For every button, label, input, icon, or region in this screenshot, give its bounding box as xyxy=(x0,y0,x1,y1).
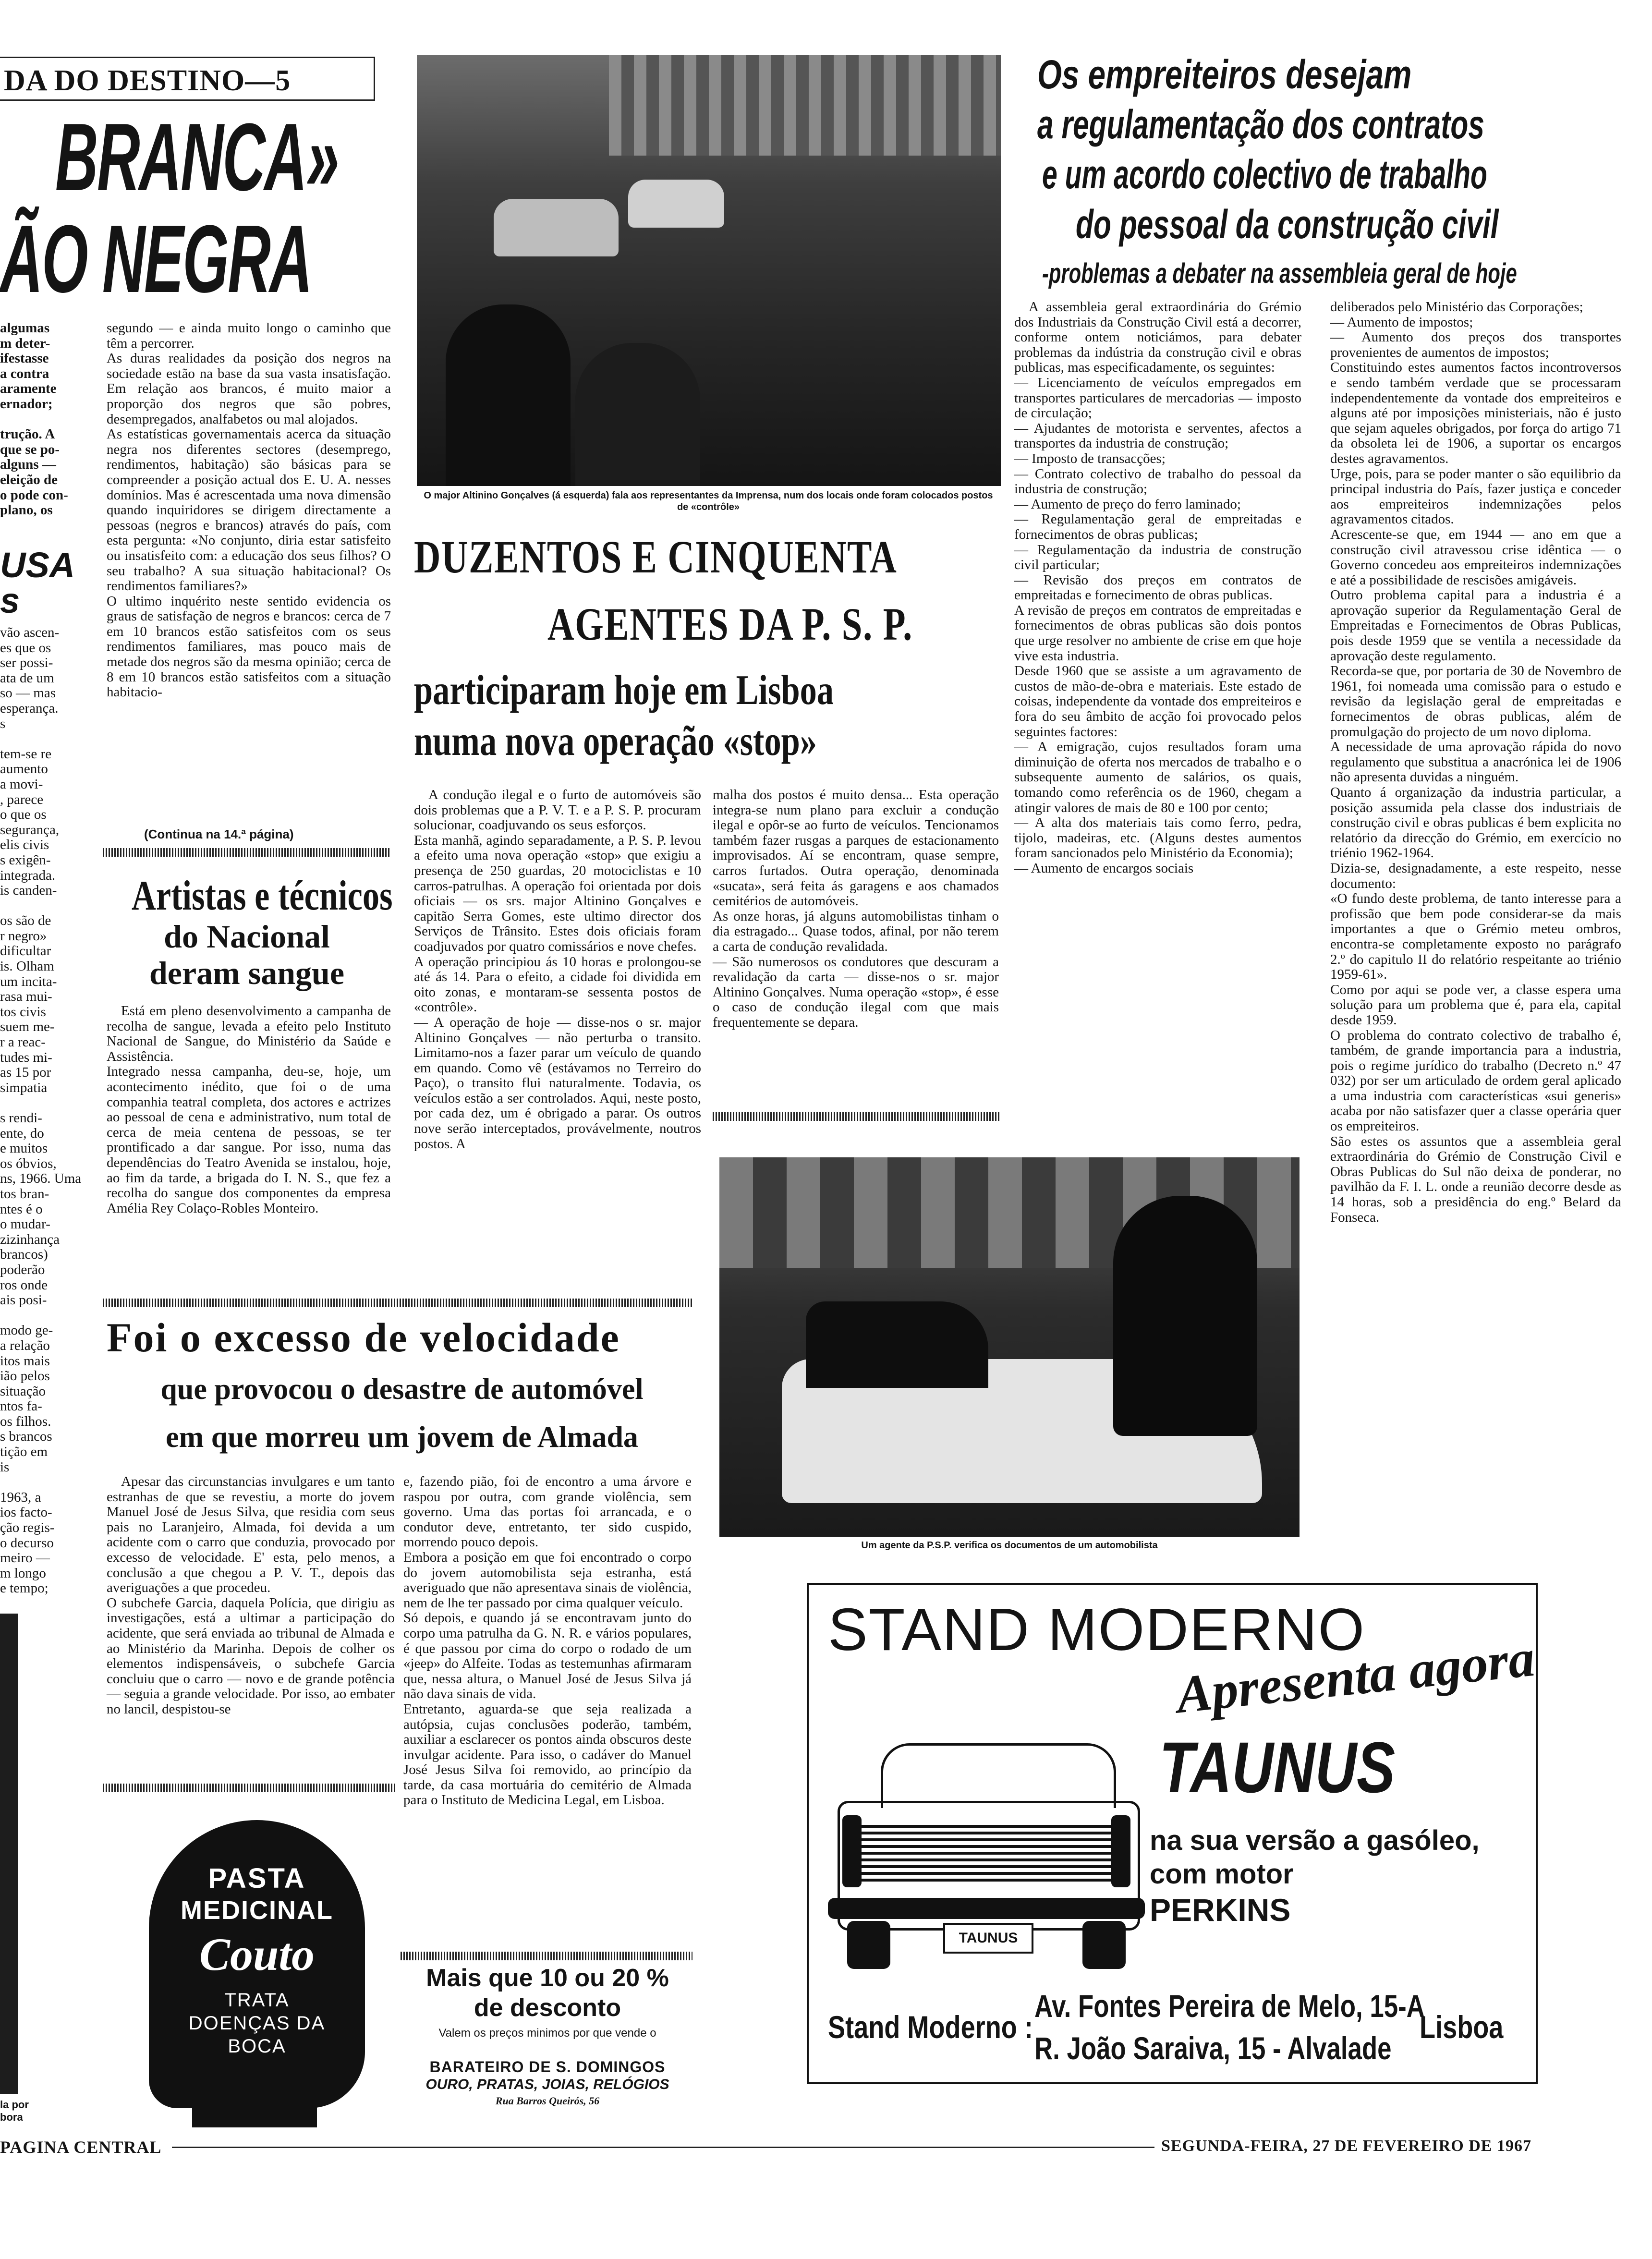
psp-photo-building xyxy=(609,55,1001,156)
stand-city: Lisboa xyxy=(1420,2009,1504,2045)
pasta-neck xyxy=(192,2070,317,2127)
barateiro-ad xyxy=(401,1964,694,2108)
left-strip-col-b: vão ascen- es que os ser possi- ata de um so — mas esperança. s tem-se re aumento a movi- , parece o que os segurança, elis civis s exigên- integrada. is canden- os são de r negro» dificultar is. Olham um incita- rasa mui- tos civis suem me- r a reac- tudes mi- as 15 por simpatia s rendi- ente, do e muitos os óbvios, ns, 1966. Uma tos bran- ntes é o o mudar- zizinhança brancos) poderão ros onde ais posi- modo ge- a relação itos mais ião pelos situação ntos fa- os filhos. s brancos tição em is 1963, a ios facto- ção regis- o decurso meiro — m longo e tempo; xyxy=(0,625,82,1596)
artistas-headline-3: deram sangue xyxy=(149,955,345,991)
pasta-brand-logo: Couto xyxy=(199,1929,315,1980)
psp-headline-3: participaram hoje em Lisboa xyxy=(414,667,834,714)
destino-column: segundo — e ainda muito longo o caminho que têm a percorrer. As duras realidades da posição dos negros na sociedade estão na base da sua vasta insatisfação. Em relação aos brancos, é muito maior a proporção dos negros que são pobres, desempregados, analfabetos ou mal alojados. As estatísticas governamentais acerca da situação negra nos diferentes sectores (desemprego, rendimentos, habitação) são básicas para se compreender a posição actual dos E. U. A. nesses domínios. Mas é acrescentada uma nova dimensão quando inquiridores se dirigem directamente a pessoas (negros e brancos) através do país, com esta pergunta: «No conjunto, diria estar satisfeito ou insatisfeito com: a educação dos seus filhos? O seu trabalho? A sua situação habitacional? Os rendimentos familiares?» O ultimo inquérito neste sentido evidencia os graus de satisfação de negros e brancos: cerca de 7 em 10 brancos estão satisfeitos com os seus rendimentos familiares, mas pouco mais de metade dos negros são da mesma opinião; cerca de 8 em 10 brancos estão satisfeitos com a situação habitacio- xyxy=(107,320,391,700)
pasta-line-6: BOCA xyxy=(228,2036,286,2057)
stand-line-2: com motor xyxy=(1150,1858,1294,1890)
left-photo-caption: la por bora xyxy=(0,2099,29,2123)
stand-name: Stand Moderno : xyxy=(828,2009,1033,2045)
car-wheel-right xyxy=(1082,1921,1126,1969)
footer-date: SEGUNDA-FEIRA, 27 DE FEVEREIRO DE 1967 xyxy=(1161,2137,1531,2155)
left-strip-col-a: algumas m deter- ifestasse a contra aramente ernador; trução. A que se po- alguns — eleição de o pode con- plano, os xyxy=(0,320,68,518)
pasta-line-2: MEDICINAL xyxy=(181,1896,333,1925)
empreiteiros-headline-4: do pessoal da construção civil xyxy=(1076,202,1499,247)
left-subhead: USA s xyxy=(0,545,75,620)
velocidade-col-2: e, fazendo pião, foi de encontro a uma árvore e raspou por outra, com grande violência, sem governo. Uma das portas foi arrancada, e o condutor deve, entretanto, ter sido cuspido, morrendo pouco depois. Embora a posição em que foi encontrado o corpo do jovem automobilista seja estranha, está averiguado que não apresentava sinais de violência, nem de lhe ter passado por cima qualquer veículo. Só depois, e quando já se encontravam junto do corpo uma patrulha da G. N. R. e vários populares, é que passou por cima do corpo o rodado de um «jeep» do Alfeite. Todas as testemunhas afirmaram que, nessa altura, o Manuel José de Jesus Silva já não dava sinais de vida. Entretanto, aguarda-se que seja realizada a autópsia, cujas conclusões poderão, também, auxiliar a esclarecer os pontos ainda obscuros deste invulgar acidente. Para isso, o cadáver do Manuel José Jesus Silva foi removido, ao princípio da tarde, da casa mortuária do cemitério de Almada para o Instituto de Medicina Legal, em Lisboa. xyxy=(403,1474,692,1808)
left-headline-1: BRANCA» xyxy=(55,104,338,211)
stand-model: TAUNUS xyxy=(1159,1727,1396,1808)
car-wheel-left xyxy=(847,1921,890,1969)
psp-photo-caption: O major Altinino Gonçalves (á esquerda) fala aos representantes da Imprensa, num dos locais onde foram colocados postos de «contrôle» xyxy=(424,490,993,512)
barateiro-headline-1: Mais que 10 ou 20 % xyxy=(426,1964,669,1992)
velocidade-headline-3: em que morreu um jovem de Almada xyxy=(166,1421,638,1454)
empreiteiros-col-1: A assembleia geral extraordinária do Grémio dos Industriais da Construção Civil está a decorrer, conforme ontem noticiámos, para debater problemas da indústria da construção civil e obras publicas, mas especificadamente, os seguintes: — Licenciamento de veículos empregados em transportes particulares de mercadorias — imposto de circulação; — Ajudantes de motorista e serventes, afectos a transportes da industria de construção; — Imposto de transacções; — Contrato colectivo de trabalho do pessoal da industria de construção; — Aumento de preço do ferro laminado; — Regulamentação geral de empreitadas e fornecimentos de obras publicas; — Regulamentação da industria de construção civil particular; — Revisão dos preços em contratos de empreitadas e fornecimento de obras publicas. A revisão de preços em contratos de empreitadas e fornecimentos de obras publicas são dois pontos que urge resolver no ambiente de crise em que hoje vive esta industria. Desde 1960 que se assiste a um agravamento de custos de mão-de-obra e materiais. Este estado de coisas, independente da vontade dos empreiteiros e fora do seu âmbito de acção foi provocado pelos seguintes factores: — A emigração, cujos resultados foram uma diminuição de oferta nos mercados de trabalho e o subsequente aumento de salários, os quais, tomando como referência os de 1960, chegam a atingir valores de mais de 80 e 100 por cento; — A alta dos materiais tais como ferro, pedra, tijolo, madeiras, etc. (Alguns destes aumentos foram sancionados pelo Ministério da Economia); — Aumento de encargos sociais xyxy=(1014,299,1301,876)
pasta-line-1: PASTA xyxy=(208,1863,306,1894)
barateiro-headline-2: de desconto xyxy=(474,1994,621,2022)
velocidade-col-1-divider xyxy=(103,1784,395,1792)
footer-rule xyxy=(172,2147,1154,2148)
artistas-headline-1: Artistas e técnicos xyxy=(132,873,393,919)
psp-photo-person xyxy=(575,343,700,486)
psp-car-photo-caption: Um agente da P.S.P. verifica os documentos de um automobilista xyxy=(861,1540,1158,1551)
footer-left: PAGINA CENTRAL xyxy=(0,2138,162,2157)
series-title-box xyxy=(0,57,375,101)
car-headlight-right xyxy=(1111,1815,1130,1887)
psp-headline-4: numa nova operação «stop» xyxy=(414,718,817,765)
barateiro-text: Valem os preços minimos por que vende o xyxy=(438,2027,656,2040)
stand-title: STAND MODERNO xyxy=(828,1597,1366,1663)
left-strip-photo xyxy=(0,1614,18,2094)
psp-car-photo-window xyxy=(806,1301,988,1388)
psp-headline-1: DUZENTOS E CINQUENTA xyxy=(414,531,898,583)
empreiteiros-col-2: deliberados pelo Ministério das Corporações; — Aumento de impostos; — Aumento dos preços dos transportes provenientes de aumentos de impostos; Constituindo estes aumentos factos incontroversos e sendo também verdade que se processaram independentemente da vontade dos empreiteiros e alguns até por imposições ministeriais, não é justo que sejam aqueles obrigados, por força do artigo 71 da obsoleta lei de 1906, a suportar os encargos destes agravamentos. Urge, pois, para se poder manter o são equilibrio da principal industria do País, fazer justiça e conceder aos empreiteiros indemnizações pelos agravamentos citados. Acrescente-se que, em 1944 — ano em que a construção civil atravessou crise idêntica — o Governo concedeu aos empreiteiros indemnizações e até a possibilidade de rescisões amigáveis. Outro problema capital para a industria é a aprovação superior da Regulamentação Geral de Empreitadas e Fornecimentos de Obras Publicas, pois desde 1959 que se ventila a necessidade da aprovação deste regulamento. Recorda-se que, por portaria de 30 de Novembro de 1961, foi nomeada uma comissão para o estudo e revisão da legislação geral de empreitadas e fornecimentos de obras publicas, além de promulgação do projecto de um novo diploma. A necessidade de uma aprovação rápida do novo regulamento que substitua a anacrónica lei de 1906 não apresenta duvidas a ninguém. Quanto á organização da industria particular, a posição assumida pela classe dos industriais de construção civil e obras publicas é bem explicita no relatório da direcção do Grémio, em exercício no triénio 1962-1964. Dizia-se, designadamente, a este respeito, nesse documento: «O fundo deste problema, de tanto interesse para a profissão que bem pode considerar-se da mais importantes a que o Grémio meteu ombros, encontra-se completamente exposto no parágrafo 2.º do capitulo II do relatório respeitante ao triénio 1959-61». Como por aqui se pode ver, a classe espera uma solução para um problema que é, para ela, capital desde 1959. O problema do contrato colectivo de trabalho é, também, de grande importancia para a industria, pois o regime jurídico do trabalho (Decreto n.º 47 032) por ser um articulado de ordem geral aplicado a uma industria com características «sui generis» acaba por não satisfazer quer a classe operária quer os empreiteiros. São estes os assuntos que a assembleia geral extraordinária do Grémio de Construção Civil e Obras Publicas do Sul não deixa de ponderar, no pavilhão da F. I. L. onde a reunião decorre desde as 14 horas, sob a presidência do eng.º Belard da Fonseca. xyxy=(1330,299,1621,1225)
psp-car-photo-officer xyxy=(1113,1196,1257,1436)
empreiteiros-subhead: -problemas a debater na assembleia geral de hoje xyxy=(1042,258,1517,289)
car-headlight-left xyxy=(842,1815,862,1887)
velocidade-divider xyxy=(103,1299,693,1307)
empreiteiros-headline-3: e um acordo colectivo de trabalho xyxy=(1042,152,1487,197)
velocidade-headline-1: Foi o excesso de velocidade xyxy=(107,1314,620,1360)
car-grille xyxy=(862,1825,1111,1882)
barateiro-name: BARATEIRO DE S. DOMINGOS xyxy=(429,2058,666,2076)
stand-car-illustration xyxy=(828,1729,1145,1979)
psp-photo-car xyxy=(628,180,724,228)
stand-script: Apresenta agora xyxy=(1173,1628,1538,1725)
empreiteiros-headline-2: a regulamentação dos contratos xyxy=(1037,102,1484,147)
car-bumper xyxy=(828,1898,1145,1919)
empreiteiros-headline-1: Os empreiteiros desejam xyxy=(1037,52,1412,97)
psp-col-2: malha dos postos é muito densa... Esta operação integra-se num plano para excluir a condução ilegal e opôr-se ao furto de veículos. Tencionamos também fazer rusgas a parques de estacionamento improvisados. Aí se encontram, quase sempre, carros furtados. Outra operação, denominada «sucata», será feita ás garagens e aos chamados cemitérios de automóveis. As onze horas, já alguns automobilistas tinham o dia estragado... Quase todos, afinal, por não terem a carta de condução revalidada. — São numerosos os condutores que descuram a revalidação da carta — disse-nos o sr. major Altinino Gonçalves. Numa operação «stop», é esse o caso de condução ilegal com que mais frequentemente se depara. xyxy=(713,787,999,1030)
series-title: DA DO DESTINO—5 xyxy=(4,64,291,97)
pasta-line-4: TRATA xyxy=(224,1990,290,2011)
stand-engine: PERKINS xyxy=(1150,1892,1291,1928)
destino-continua: (Continua na 14.ª página) xyxy=(144,827,294,841)
car-plate-text: TAUNUS xyxy=(959,1930,1018,1946)
velocidade-headline-2: que provocou o desastre de automóvel xyxy=(160,1373,644,1406)
barateiro-address: Rua Barros Queirós, 56 xyxy=(495,2095,600,2107)
psp-photo-car xyxy=(494,199,619,256)
psp-photo xyxy=(417,55,1001,486)
pasta-line-5: DOENÇAS DA xyxy=(188,2013,326,2034)
velocidade-col-2-divider xyxy=(401,1952,692,1960)
psp-headline-2: AGENTES DA P. S. P. xyxy=(547,598,913,650)
artistas-headline-2: do Nacional xyxy=(164,918,330,955)
psp-car-photo xyxy=(719,1157,1300,1537)
barateiro-goods: OURO, PRATAS, JOIAS, RELÓGIOS xyxy=(425,2077,669,2092)
psp-col-1: A condução ilegal e o furto de automóveis são dois problemas que a P. V. T. e a P. S. P. procuram solucionar, coadjuvando os seus esforços. Esta manhã, agindo separadamente, a P. S. P. levou a efeito uma nova operação «stop» que exigiu a presença de 250 guardas, 20 motociclistas e 10 carros-patrulhas. A operação foi orientada por dois oficiais — os srs. major Altinino Gonçalves e capitão Serra Gomes, este ultimo director dos Serviços de Trânsito. Estes dois oficiais foram coadjuvados por quatro comissários e nove chefes. A operação principiou ás 10 horas e prolongou-se até ás 14. Para o efeito, a cidade foi dividida em oito zonas, e montaram-se sessenta postos de «contrôle». — A operação de hoje — disse-nos o sr. major Altinino Gonçalves — não perturba o transito. Limitamo-nos a fazer parar um veículo de quando em quando. Como vê (estávamos no Terreiro do Paço), o transito flui naturalmente. Todavia, os veículos estão a ser controlados. Aqui, neste posto, por cada dez, um é obrigado a parar. Os outros nove serão interceptados, provávelmente, noutros postos. A xyxy=(414,787,701,1152)
car-plate xyxy=(943,1923,1033,1954)
car-roof xyxy=(881,1743,1116,1808)
psp-photo-officer xyxy=(446,304,571,486)
psp-divider-right xyxy=(713,1112,1001,1121)
stand-address-1: Av. Fontes Pereira de Melo, 15-A xyxy=(1034,1988,1425,2024)
left-headline-2: ÃO NEGRA xyxy=(0,206,312,313)
destino-divider xyxy=(103,848,391,857)
pasta-ad xyxy=(139,1820,389,2127)
artistas-body: Está em pleno desenvolvimento a campanha de recolha de sangue, levada a efeito pelo Instituto Nacional de Sangue, do Ministério da Saúde e Assistência. Integrado nessa campanha, deu-se, hoje, um acontecimento inédito, que foi o de uma companhia teatral completa, dos actores e actrizes ao pessoal de cena e administrativo, num total de cerca de meia centena de pessoas, se ter prontificado a dar sangue. Por isso, numa das dependências do Teatro Avenida se instalou, hoje, ao fim da tarde, a brigada do I. N. S., que fez a recolha do sangue dos componentes da empresa Amélia Rey Colaço-Robles Monteiro. xyxy=(107,1003,391,1216)
velocidade-col-1: Apesar das circunstancias invulgares e um tanto estranhas de que se revestiu, a morte do jovem Manuel José de Jesus Silva, que residia com seus pais no Laranjeiro, Almada, foi devida a um acidente com o carro que conduzia, provocado por excesso de velocidade. E' esta, pelo menos, a conclusão a que chegou a P. V. T., depois das averiguações a que procedeu. O subchefe Garcia, daquela Polícia, que dirigiu as investigações, está a ultimar a participação do acidente, que será enviada ao tribunal de Almada e ao Ministério da Marinha. Depois de colher os elementos indispensáveis, o subchefe Garcia concluiu que o carro — novo e de grande potência — seguia a grande velocidade. Por isso, ao embater no lancil, despistou-se xyxy=(107,1474,395,1717)
stand-line-1: na sua versão a gasóleo, xyxy=(1150,1825,1480,1856)
stand-moderno-ad xyxy=(807,1583,1538,2084)
stand-address-2: R. João Saraiva, 15 - Alvalade xyxy=(1034,2030,1392,2066)
